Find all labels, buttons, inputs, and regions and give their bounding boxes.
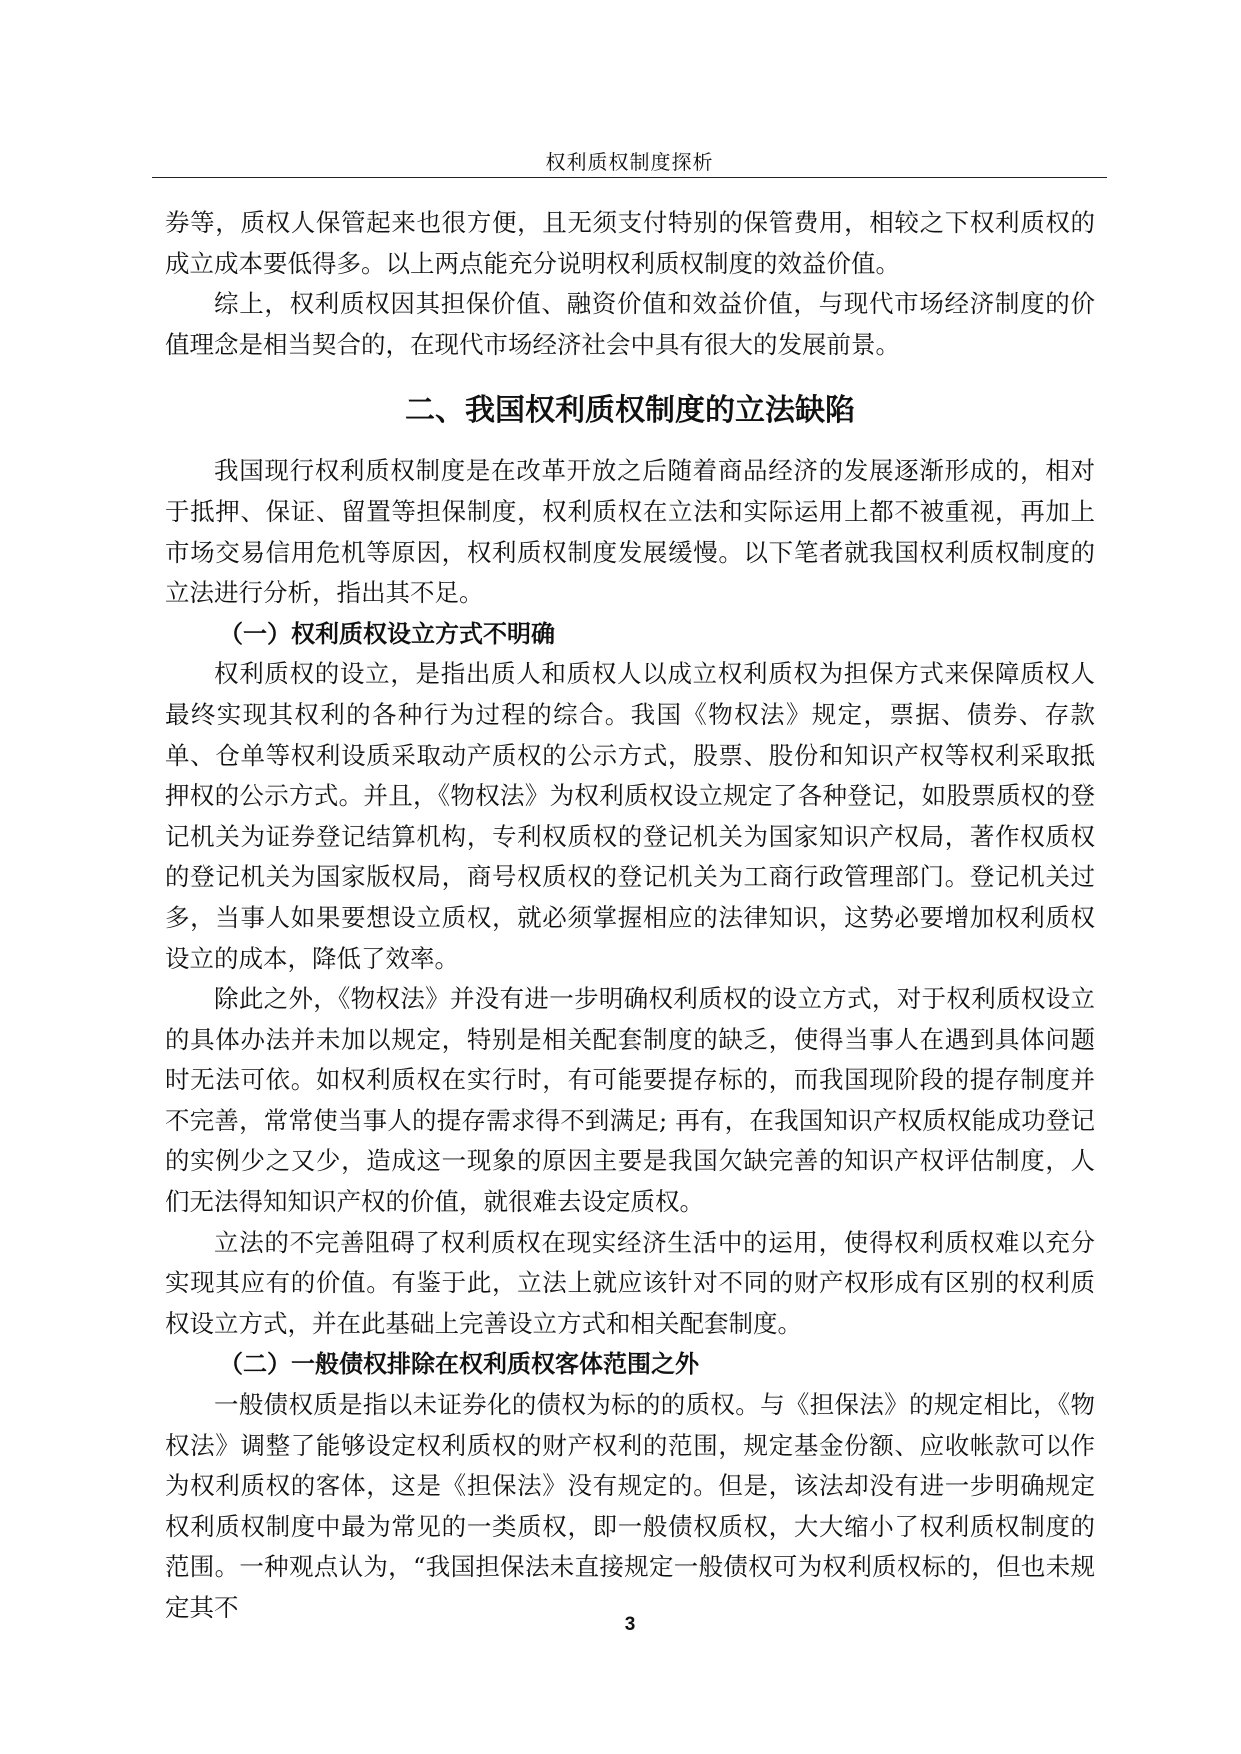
paragraph-summary: 综上，权利质权因其担保价值、融资价值和效益价值，与现代市场经济制度的价值理念是相当契合的，在现代市场经济社会中具有很大的发展前景。 bbox=[165, 289, 1095, 359]
section-heading: 二、我国权利质权制度的立法缺陷 bbox=[405, 393, 855, 429]
paragraph-general-claims: 一般债权质是指以未证券化的债权为标的的质权。与《担保法》的规定相比，《物权法》调整了能够设定权利质权的财产权利的范围，规定基金份额、应收帐款可以作为权利质权的客体，这是《担保法》没有规定的。但是，该法却没有进一步明确规定权利质权制度中最为常见的一类质权，即一般债权质权，大大缩小了权利质权制度的范围。一种观点认为，“我国担保法未直接规定一般债权可为权利质权标的，但也未规定其不 bbox=[165, 1390, 1095, 1622]
paragraph-establishment: 权利质权的设立，是指出质人和质权人以成立权利质权为担保方式来保障质权人最终实现其权利的各种行为过程的综合。我国《物权法》规定，票据、债券、存款单、仓单等权利设质采取动产质权的公示方式，股票、股份和知识产权等权利采取抵押权的公示方式。并且，《物权法》为权利质权设立规定了各种登记，如股票质权的登记机关为证券登记结算机构，专利权质权的登记机关为国家知识产权局，著作权质权的登记机关为国家版权局，商号权质权的登记机关为工商行政管理部门。登记机关过多，当事人如果要想设立质权，就必须掌握相应的法律知识，这势必要增加权利质权设立的成本，降低了效率。 bbox=[165, 659, 1095, 973]
page-body bbox=[165, 203, 1095, 1629]
paragraph-additional-issues: 除此之外，《物权法》并没有进一步明确权利质权的设立方式，对于权利质权设立的具体办法并未加以规定，特别是相关配套制度的缺乏，使得当事人在遇到具体问题时无法可依。如权利质权在实行时，有可能要提存标的，而我国现阶段的提存制度并不完善，常常使当事人的提存需求得不到满足; 再有，在我国知识产权质权能成功登记的实例少之又少，造成这一现象的原因主要是我国欠缺完善的知识产权评估制度，人们无法得知知识产权的价值，就很难去设定质权。 bbox=[165, 984, 1095, 1217]
paragraph-continued: 券等，质权人保管起来也很方便，且无须支付特别的保管费用，相较之下权利质权的成立成本要低得多。以上两点能充分说明权利质权制度的效益价值。 bbox=[165, 208, 1095, 278]
running-header: 权利质权制度探析 bbox=[545, 150, 714, 174]
header-divider bbox=[152, 177, 1107, 178]
subsection-heading-2: （二）一般债权排除在权利质权客体范围之外 bbox=[219, 1350, 699, 1379]
paragraph-legislative-suggestion: 立法的不完善阻碍了权利质权在现实经济生活中的运用，使得权利质权难以充分实现其应有的价值。有鉴于此，立法上就应该针对不同的财产权形成有区别的权利质权设立方式，并在此基础上完善设立方式和相关配套制度。 bbox=[165, 1227, 1095, 1338]
subsection-heading-1: （一）权利质权设立方式不明确 bbox=[219, 619, 555, 648]
paragraph-section-intro: 我国现行权利质权制度是在改革开放之后随着商品经济的发展逐渐形成的，相对于抵押、保证、留置等担保制度，权利质权在立法和实际运用上都不被重视，再加上市场交易信用危机等原因，权利质权制度发展缓慢。以下笔者就我国权利质权制度的立法进行分析，指出其不足。 bbox=[165, 456, 1095, 608]
page-number: 3 bbox=[624, 1614, 636, 1635]
